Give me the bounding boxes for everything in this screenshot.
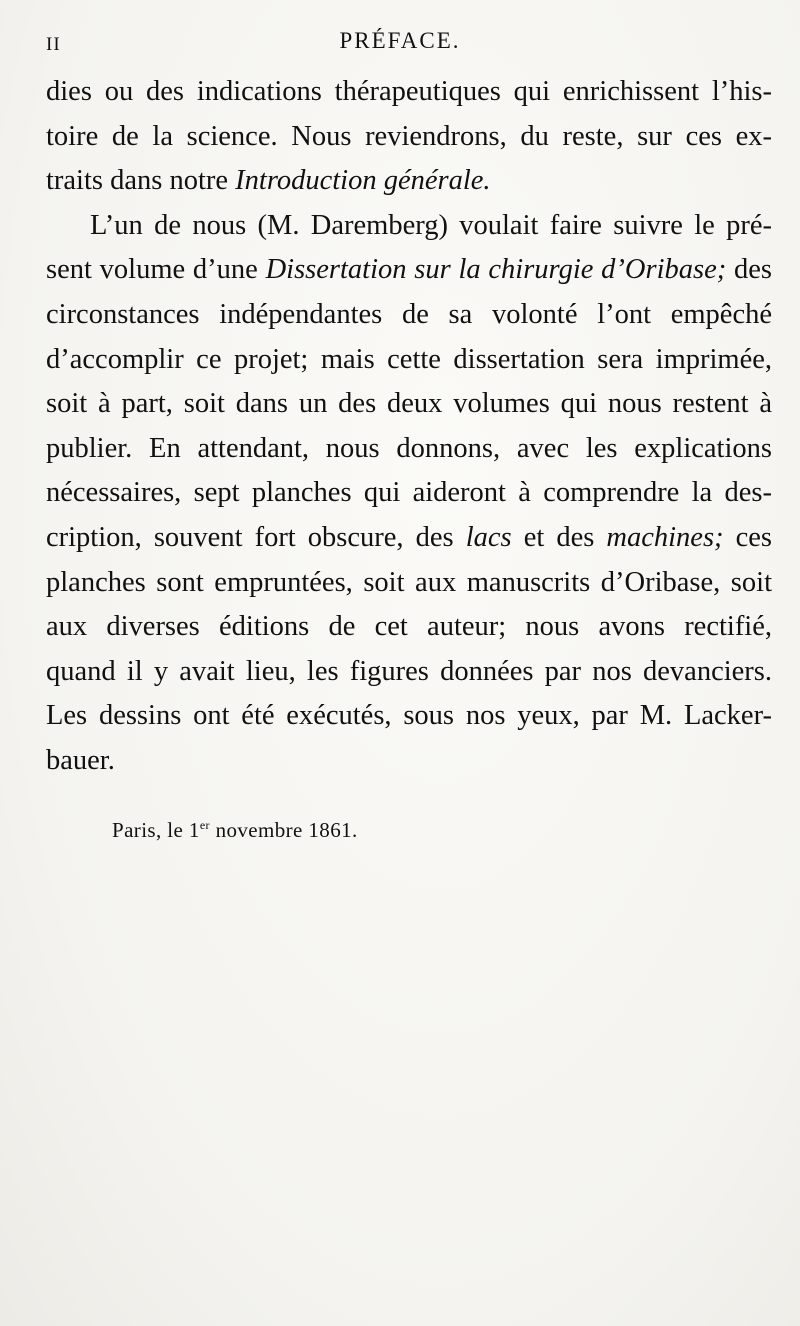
- text-line: [46, 427, 772, 472]
- text-segment: ces: [723, 521, 773, 553]
- body-text: [46, 70, 772, 784]
- text-line: [46, 70, 772, 115]
- text-segment: soit à part, soit dans un des deux volumes qui nous restent à: [46, 388, 772, 420]
- italic-text: Dissertation sur la chirurgie d’Oribase;: [265, 254, 727, 286]
- text-line: [46, 650, 772, 695]
- italic-text: machines;: [606, 521, 724, 553]
- text-segment: cription, souvent fort obscure, des: [46, 521, 466, 553]
- text-line: [46, 338, 772, 383]
- text-segment: dies ou des indications thérapeutiques qui enrichissent l’his-: [46, 76, 772, 107]
- page-number: II: [46, 34, 61, 55]
- text-line: [46, 248, 772, 293]
- running-title: PRÉFACE.: [339, 28, 461, 53]
- italic-text: lacs: [465, 521, 512, 553]
- text-line: [46, 115, 772, 160]
- text-line: [46, 694, 772, 739]
- signoff-text-start: Paris, le 1: [112, 818, 200, 842]
- signoff-date-line: [112, 818, 358, 843]
- text-segment: Les dessins ont été exécutés, sous nos yeux, par M. Lacker-: [46, 700, 772, 732]
- text-segment: sent volume d’une: [46, 254, 266, 286]
- text-segment: d’accomplir ce projet; mais cette dissertation sera imprimée,: [46, 343, 772, 375]
- text-segment: aux diverses éditions de cet auteur; nous avons rectifié,: [46, 611, 772, 643]
- text-line: [46, 159, 772, 204]
- text-line: [46, 293, 772, 338]
- text-segment: traits dans notre: [46, 165, 236, 197]
- text-segment: des: [726, 254, 772, 286]
- text-line: [46, 739, 772, 784]
- text-line: [46, 204, 772, 249]
- text-segment: publier. En attendant, nous donnons, avec les explications: [46, 432, 772, 464]
- text-line: [46, 382, 772, 427]
- text-line: [46, 516, 772, 561]
- signoff-text-end: novembre 1861.: [209, 818, 358, 842]
- text-segment: quand il y avait lieu, les figures données par nos devanciers.: [46, 655, 772, 687]
- text-line: [46, 561, 772, 606]
- text-segment: circonstances indépendantes de sa volonté l’ont empêché: [46, 298, 772, 330]
- text-segment: bauer.: [46, 744, 115, 776]
- text-segment: planches sont empruntées, soit aux manuscrits d’Oribase, soit: [46, 566, 772, 598]
- text-line: [46, 605, 772, 650]
- italic-text: Introduction générale.: [235, 165, 491, 197]
- text-segment: nécessaires, sept planches qui aideront à comprendre la des-: [46, 477, 772, 509]
- text-segment: et des: [511, 521, 607, 553]
- text-line: [46, 471, 772, 516]
- page-header: [46, 28, 754, 58]
- signoff-superscript: er: [199, 818, 210, 832]
- text-segment: L’un de nous (M. Daremberg) voulait faire suivre le pré-: [90, 209, 772, 241]
- text-segment: toire de la science. Nous reviendrons, du reste, sur ces ex-: [46, 120, 772, 152]
